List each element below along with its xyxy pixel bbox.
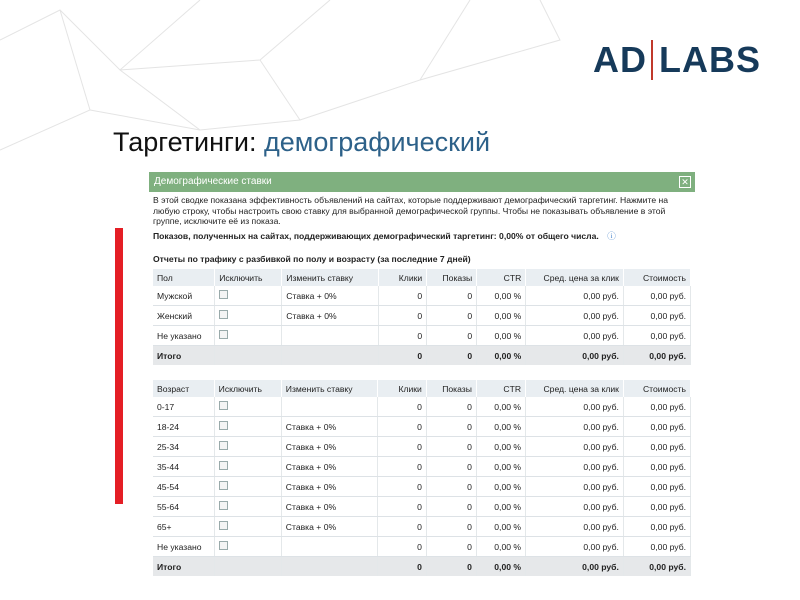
help-icon[interactable]: ⓘ xyxy=(607,230,616,241)
ctr-cell: 0,00 % xyxy=(477,326,526,346)
total-impressions: 0 xyxy=(426,557,476,577)
cost-cell: 0,00 руб. xyxy=(623,477,690,497)
bid-cell[interactable]: Ставка + 0% xyxy=(282,306,378,326)
exclude-cell xyxy=(214,437,281,457)
group-cell: 35-44 xyxy=(153,457,214,477)
exclude-checkbox[interactable] xyxy=(219,421,228,430)
empty-cell xyxy=(282,346,378,366)
cost-cell: 0,00 руб. xyxy=(623,517,690,537)
column-header: Изменить ставку xyxy=(281,380,377,397)
bid-cell[interactable]: Ставка + 0% xyxy=(281,457,377,477)
bid-cell xyxy=(281,397,377,417)
total-impressions: 0 xyxy=(427,346,477,366)
exclude-checkbox[interactable] xyxy=(219,541,228,550)
exclude-checkbox[interactable] xyxy=(219,310,228,319)
panel-description: В этой сводке показана эффективность объявлений на сайтах, которые поддерживают демографический таргетинг. Нажмите на любую строку, чтобы настроить свою ставку для выбранной демографической группы. Чтобы не показывать объявление в этой группе, исключите её из показа. xyxy=(153,195,669,226)
column-header[interactable]: Показы xyxy=(426,380,476,397)
cost-cell: 0,00 руб. xyxy=(623,286,690,306)
exclude-checkbox[interactable] xyxy=(219,330,228,339)
column-header[interactable]: Стоимость xyxy=(623,269,690,286)
exclude-checkbox[interactable] xyxy=(219,501,228,510)
logo-left: AD xyxy=(593,39,647,80)
red-accent-bar xyxy=(115,228,123,504)
ctr-cell: 0,00 % xyxy=(476,397,525,417)
group-cell: Мужской xyxy=(153,286,215,306)
exclude-cell xyxy=(214,537,281,557)
clicks-cell: 0 xyxy=(378,517,427,537)
bid-cell[interactable]: Ставка + 0% xyxy=(281,497,377,517)
exclude-cell xyxy=(214,457,281,477)
table-row[interactable] xyxy=(153,286,691,306)
demographic-stat xyxy=(153,230,695,242)
column-header: Исключить xyxy=(214,380,281,397)
table-row[interactable] xyxy=(153,477,691,497)
cpc-cell: 0,00 руб. xyxy=(526,517,624,537)
cpc-cell: 0,00 руб. xyxy=(526,457,624,477)
bid-cell xyxy=(281,537,377,557)
exclude-cell xyxy=(214,477,281,497)
exclude-checkbox[interactable] xyxy=(219,461,228,470)
table-row[interactable] xyxy=(153,417,691,437)
title-main: Таргетинги: xyxy=(113,127,257,157)
column-header[interactable]: Сред. цена за клик xyxy=(526,380,624,397)
column-header: Исключить xyxy=(215,269,282,286)
empty-cell xyxy=(215,346,282,366)
total-ctr: 0,00 % xyxy=(477,346,526,366)
column-header: Возраст xyxy=(153,380,214,397)
impressions-cell: 0 xyxy=(427,326,477,346)
slide-title xyxy=(113,127,490,158)
total-label: Итого xyxy=(153,346,215,366)
total-ctr: 0,00 % xyxy=(476,557,525,577)
table-row[interactable] xyxy=(153,397,691,417)
cost-cell: 0,00 руб. xyxy=(623,497,690,517)
bid-cell[interactable]: Ставка + 0% xyxy=(281,417,377,437)
cost-cell: 0,00 руб. xyxy=(623,397,690,417)
total-cost: 0,00 руб. xyxy=(623,557,690,577)
exclude-checkbox[interactable] xyxy=(219,481,228,490)
group-cell: Женский xyxy=(153,306,215,326)
panel-title: Демографические ставки xyxy=(154,176,272,187)
total-row xyxy=(153,346,691,366)
clicks-cell: 0 xyxy=(378,306,427,326)
cpc-cell: 0,00 руб. xyxy=(526,417,624,437)
exclude-cell xyxy=(214,497,281,517)
close-icon[interactable]: ✕ xyxy=(679,176,691,188)
exclude-cell xyxy=(215,326,282,346)
total-cpc: 0,00 руб. xyxy=(526,557,624,577)
ctr-cell: 0,00 % xyxy=(476,437,525,457)
impressions-cell: 0 xyxy=(426,517,476,537)
clicks-cell: 0 xyxy=(378,437,427,457)
clicks-cell: 0 xyxy=(378,417,427,437)
cpc-cell: 0,00 руб. xyxy=(526,286,624,306)
group-cell: 0-17 xyxy=(153,397,214,417)
impressions-cell: 0 xyxy=(426,497,476,517)
table-row[interactable] xyxy=(153,537,691,557)
table-row[interactable] xyxy=(153,457,691,477)
cost-cell: 0,00 руб. xyxy=(623,306,690,326)
bid-cell[interactable]: Ставка + 0% xyxy=(281,437,377,457)
gender-table xyxy=(153,269,691,365)
clicks-cell: 0 xyxy=(378,497,427,517)
total-cost: 0,00 руб. xyxy=(623,346,690,366)
stat-text: Показов, полученных на сайтах, поддерживающих демографический таргетинг: 0,00% от общего числа. xyxy=(153,230,599,241)
group-cell: 45-54 xyxy=(153,477,214,497)
column-header[interactable]: CTR xyxy=(476,380,525,397)
cost-cell: 0,00 руб. xyxy=(623,417,690,437)
impressions-cell: 0 xyxy=(426,477,476,497)
exclude-cell xyxy=(215,286,282,306)
ctr-cell: 0,00 % xyxy=(476,517,525,537)
empty-cell xyxy=(214,557,281,577)
impressions-cell: 0 xyxy=(426,537,476,557)
panel-header xyxy=(149,172,695,192)
group-cell: 65+ xyxy=(153,517,214,537)
impressions-cell: 0 xyxy=(426,457,476,477)
exclude-cell xyxy=(214,517,281,537)
cpc-cell: 0,00 руб. xyxy=(526,497,624,517)
group-cell: Не указано xyxy=(153,537,214,557)
logo-separator xyxy=(651,40,653,80)
total-clicks: 0 xyxy=(378,346,427,366)
impressions-cell: 0 xyxy=(427,306,477,326)
ctr-cell: 0,00 % xyxy=(476,537,525,557)
ctr-cell: 0,00 % xyxy=(476,477,525,497)
exclude-cell xyxy=(214,397,281,417)
cost-cell: 0,00 руб. xyxy=(623,537,690,557)
column-header: Изменить ставку xyxy=(282,269,378,286)
table-row[interactable] xyxy=(153,306,691,326)
clicks-cell: 0 xyxy=(378,326,427,346)
clicks-cell: 0 xyxy=(378,477,427,497)
column-header[interactable]: Клики xyxy=(378,269,427,286)
table-row[interactable] xyxy=(153,497,691,517)
impressions-cell: 0 xyxy=(427,286,477,306)
adlabs-logo xyxy=(593,40,761,80)
total-row xyxy=(153,557,691,577)
exclude-cell xyxy=(214,417,281,437)
cpc-cell: 0,00 руб. xyxy=(526,537,624,557)
exclude-checkbox[interactable] xyxy=(219,401,228,410)
column-header[interactable]: Сред. цена за клик xyxy=(526,269,624,286)
column-header[interactable]: CTR xyxy=(477,269,526,286)
table-row[interactable] xyxy=(153,437,691,457)
cpc-cell: 0,00 руб. xyxy=(526,477,624,497)
clicks-cell: 0 xyxy=(378,457,427,477)
table-row[interactable] xyxy=(153,517,691,537)
bid-cell[interactable]: Ставка + 0% xyxy=(281,477,377,497)
ctr-cell: 0,00 % xyxy=(476,497,525,517)
exclude-checkbox[interactable] xyxy=(219,441,228,450)
exclude-cell xyxy=(215,306,282,326)
clicks-cell: 0 xyxy=(378,286,427,306)
column-header[interactable]: Клики xyxy=(378,380,427,397)
table-header-row xyxy=(153,269,691,286)
impressions-cell: 0 xyxy=(426,437,476,457)
cost-cell: 0,00 руб. xyxy=(623,457,690,477)
total-clicks: 0 xyxy=(378,557,427,577)
column-header[interactable]: Стоимость xyxy=(623,380,690,397)
exclude-checkbox[interactable] xyxy=(219,290,228,299)
cpc-cell: 0,00 руб. xyxy=(526,306,624,326)
group-cell: 18-24 xyxy=(153,417,214,437)
ctr-cell: 0,00 % xyxy=(477,306,526,326)
clicks-cell: 0 xyxy=(378,537,427,557)
total-cpc: 0,00 руб. xyxy=(526,346,624,366)
title-highlight: демографический xyxy=(264,127,491,157)
cost-cell: 0,00 руб. xyxy=(623,326,690,346)
cpc-cell: 0,00 руб. xyxy=(526,326,624,346)
cost-cell: 0,00 руб. xyxy=(623,437,690,457)
bid-cell[interactable]: Ставка + 0% xyxy=(281,517,377,537)
group-cell: Не указано xyxy=(153,326,215,346)
exclude-checkbox[interactable] xyxy=(219,521,228,530)
group-cell: 25-34 xyxy=(153,437,214,457)
impressions-cell: 0 xyxy=(426,417,476,437)
age-table xyxy=(153,380,691,576)
ctr-cell: 0,00 % xyxy=(477,286,526,306)
ctr-cell: 0,00 % xyxy=(476,457,525,477)
clicks-cell: 0 xyxy=(378,397,427,417)
total-label: Итого xyxy=(153,557,214,577)
table-row[interactable] xyxy=(153,326,691,346)
bid-cell xyxy=(282,326,378,346)
report-subtitle: Отчеты по трафику с разбивкой по полу и возрасту (за последние 7 дней) xyxy=(153,253,471,264)
column-header: Пол xyxy=(153,269,215,286)
logo-right: LABS xyxy=(659,39,761,80)
cpc-cell: 0,00 руб. xyxy=(526,437,624,457)
group-cell: 55-64 xyxy=(153,497,214,517)
demographic-bids-panel xyxy=(149,172,695,572)
bid-cell[interactable]: Ставка + 0% xyxy=(282,286,378,306)
table-header-row xyxy=(153,380,691,397)
impressions-cell: 0 xyxy=(426,397,476,417)
column-header[interactable]: Показы xyxy=(427,269,477,286)
empty-cell xyxy=(281,557,377,577)
cpc-cell: 0,00 руб. xyxy=(526,397,624,417)
ctr-cell: 0,00 % xyxy=(476,417,525,437)
